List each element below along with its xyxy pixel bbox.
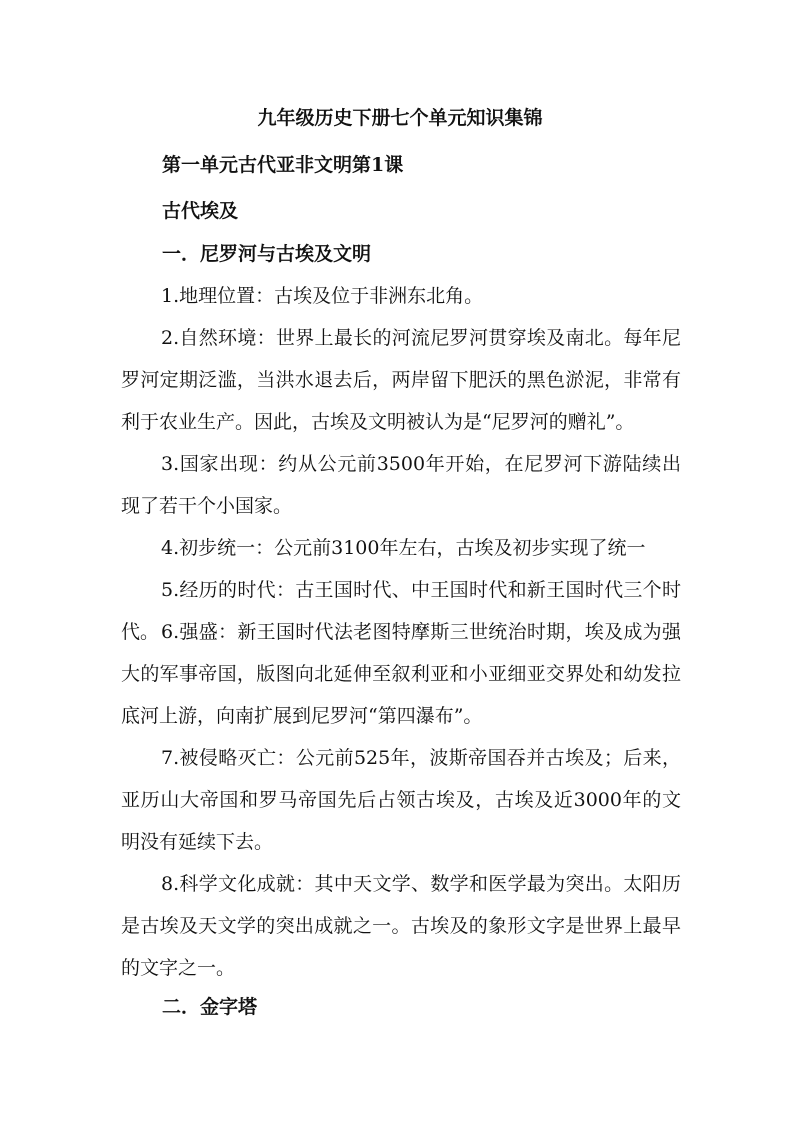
topic-heading: 古代埃及 [162,200,239,222]
section-heading-1: 一．尼罗河与古埃及文明 [162,243,372,265]
paragraph-item-8: 8.科学文化成就：其中天文学、数学和医学最为突出。太阳历是古埃及天文学的突出成就之一。古埃及的象形文字是世界上最早的文字之一。 [121,873,681,979]
section-heading-2: 二．金字塔 [162,996,258,1018]
unit-heading: 第一单元古代亚非文明第1课 [162,154,404,176]
paragraph-item-4: 4.初步统一：公元前3100年左右，古埃及初步实现了统一 [161,537,646,559]
document-title: 九年级历史下册七个单元知识集锦 [257,107,543,129]
paragraph-item-3: 3.国家出现：约从公元前3500年开始，在尼罗河下游陆续出现了若干个小国家。 [121,453,681,517]
paragraph-item-1: 1.地理位置：古埃及位于非洲东北角。 [161,285,484,307]
paragraph-item-6: 6.强盛：新王国时代法老图特摩斯三世统治时期，埃及成为强大的军事帝国，版图向北延伸至叙利亚和小亚细亚交界处和幼发拉底河上游，向南扩展到尼罗河“第四瀑布”。 [121,621,681,727]
paragraph-item-2: 2.自然环境：世界上最长的河流尼罗河贯穿埃及南北。每年尼罗河定期泛滥，当洪水退去后，两岸留下肥沃的黑色淤泥，非常有利于农业生产。因此，古埃及文明被认为是“尼罗河的赠礼”。 [121,327,681,433]
paragraph-item-7: 7.被侵略灭亡：公元前525年，波斯帝国吞并古埃及；后来，亚历山大帝国和罗马帝国先后占领古埃及，古埃及近3000年的文明没有延续下去。 [121,747,681,853]
paragraph-item-5: 5.经历的时代：古王国时代、中王国时代和新王国时代三个时代。 [121,579,681,643]
